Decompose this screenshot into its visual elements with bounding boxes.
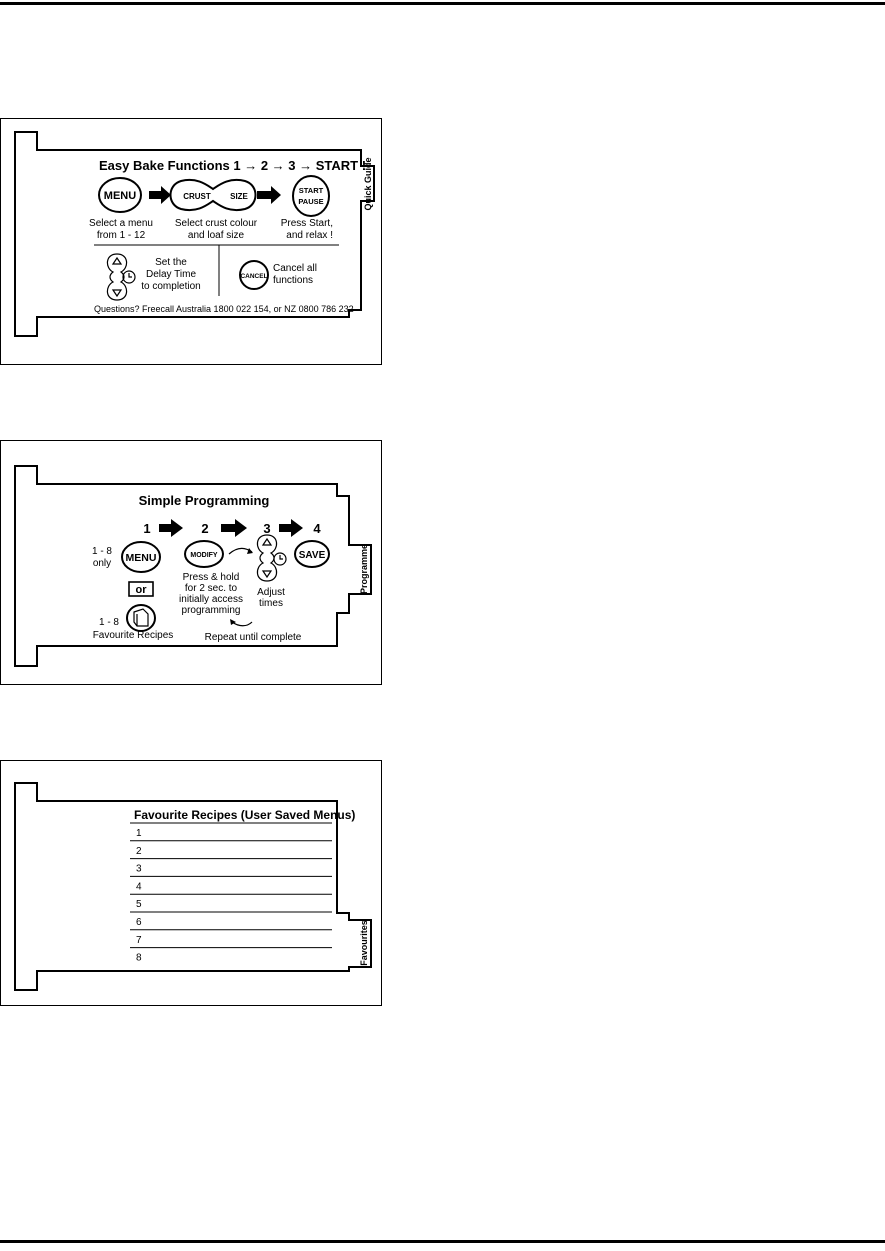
modify-line2: for 2 sec. to [184, 583, 238, 594]
favourite-row-number: 6 [136, 917, 142, 928]
modify-line1: Press & hold [182, 572, 240, 583]
step-number: 2 [201, 521, 209, 536]
bottom-rule [0, 1240, 885, 1243]
arrow-right-icon [257, 186, 281, 204]
range-top-line2: only [92, 558, 112, 569]
cancel-line2: functions [273, 275, 314, 286]
crust-button-label: CRUST [183, 192, 211, 201]
menu-button-label: MENU [125, 552, 157, 564]
step-number: 1 [143, 521, 151, 536]
up-arrow-icon [263, 539, 271, 545]
favourites-card [1, 761, 383, 1007]
down-arrow-icon [263, 571, 271, 577]
start-desc-line2: and relax ! [286, 230, 333, 241]
favourite-row-number: 3 [136, 863, 142, 875]
top-rule [0, 2, 885, 5]
up-arrow-icon [113, 258, 121, 264]
menu-desc-line2: from 1 - 12 [96, 230, 146, 241]
menu-button[interactable] [99, 178, 141, 212]
crust-size-button[interactable] [171, 180, 256, 210]
quick-guide-title: Easy Bake Functions 1 → 2 → 3 → START ! [99, 158, 367, 173]
recipe-book-icon [134, 609, 148, 626]
step-number: 4 [313, 521, 321, 536]
menu-button[interactable] [122, 542, 160, 572]
delay-line1: Set the [155, 257, 187, 268]
programme-tab: Programme [359, 543, 369, 595]
quick-guide-tab: Quick Guide [363, 157, 373, 211]
cancel-button[interactable] [240, 261, 268, 289]
start-button-label: START [298, 186, 324, 195]
menu-desc-line1: Select a menu [89, 218, 153, 229]
arrow-right-icon [149, 186, 171, 204]
size-button-label: SIZE [230, 192, 248, 201]
clock-icon [274, 553, 286, 565]
favourite-row-number: 7 [136, 934, 142, 946]
crust-desc-line2: and loaf size [187, 230, 245, 241]
favourite-recipe-button[interactable] [127, 605, 155, 631]
delay-line2: Delay Time [145, 269, 197, 280]
favourite-row-number: 4 [136, 881, 142, 893]
favourites-title: Favourite Recipes (User Saved Menus) [134, 808, 356, 822]
favourite-row-number: 1 [136, 828, 142, 839]
curved-arrow-icon [229, 548, 253, 554]
delay-timer-control[interactable] [107, 254, 135, 300]
programme-panel [0, 440, 382, 685]
save-button[interactable] [295, 541, 329, 567]
favourites-tab: Favourites [359, 920, 369, 966]
favourites-panel [0, 760, 382, 1006]
cancel-line1: Cancel all [273, 263, 317, 274]
adjust-line1: Adjust [257, 587, 285, 598]
start-pause-button[interactable] [293, 176, 329, 216]
crust-desc-line1: Select crust colour [174, 218, 258, 229]
arrow-right-icon [159, 519, 183, 537]
repeat-arrow-icon [230, 619, 252, 626]
down-arrow-icon [113, 290, 121, 296]
modify-button[interactable] [185, 541, 223, 567]
questions-text: Questions? Freecall Australia 1800 022 154, or NZ 0800 786 232 [94, 304, 354, 314]
programme-card [1, 441, 383, 686]
modify-line4: programming [181, 605, 241, 616]
favourite-row-number: 2 [136, 845, 142, 857]
cancel-button-label: CANCEL [240, 273, 268, 280]
modify-button-label: MODIFY [190, 552, 218, 559]
range-bottom: 1 - 8 [98, 617, 120, 628]
or-label: or [135, 584, 147, 596]
quick-guide-panel [0, 118, 382, 365]
save-button-label: SAVE [298, 550, 326, 561]
pause-button-label: PAUSE [298, 197, 324, 206]
step-number: 3 [263, 521, 271, 536]
clock-icon [123, 271, 135, 283]
adjust-line2: times [259, 598, 283, 609]
repeat-label: Repeat until complete [204, 632, 302, 643]
favourite-row-number: 5 [136, 899, 142, 911]
arrow-right-icon [279, 519, 303, 537]
modify-line3: initially access [179, 594, 243, 605]
start-desc-line1: Press Start, [280, 218, 333, 229]
programme-title: Simple Programming [138, 493, 270, 508]
range-top-line1: 1 - 8 [91, 546, 113, 557]
favourites-list [130, 823, 332, 964]
delay-line3: to completion [141, 281, 201, 292]
quick-guide-card [1, 119, 383, 366]
favourite-row-number: 8 [136, 952, 142, 964]
menu-button-label: MENU [103, 190, 137, 202]
favourite-recipes-label: Favourite Recipes [92, 630, 174, 641]
arrow-right-icon [221, 519, 247, 537]
adjust-times-control[interactable] [257, 535, 286, 581]
